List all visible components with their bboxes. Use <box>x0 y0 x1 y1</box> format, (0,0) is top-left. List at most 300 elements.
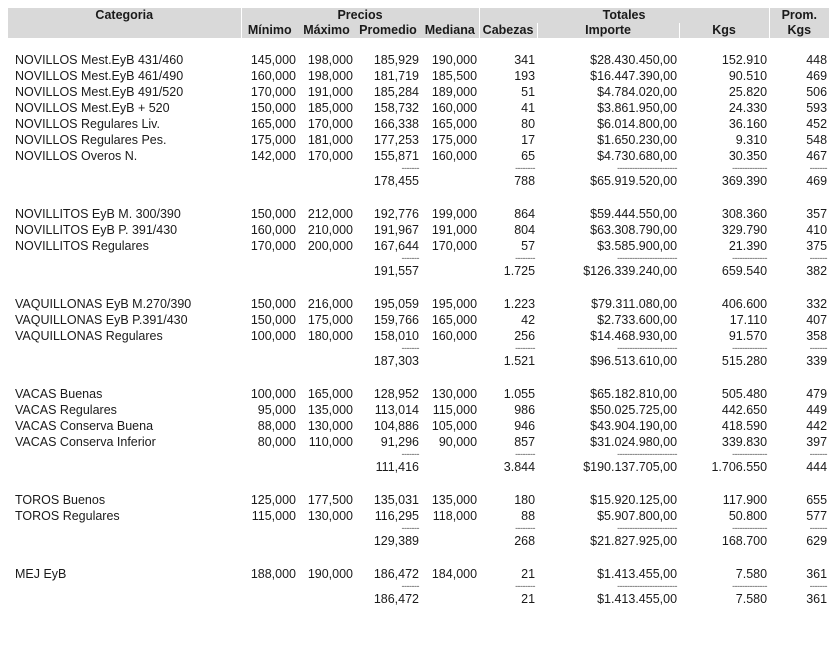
dash-prom: ------- <box>809 344 828 353</box>
dash-importe: ------------------------ <box>617 164 678 173</box>
row-kgs: 117.900 <box>722 493 768 507</box>
row-cabezas: 21 <box>521 567 536 581</box>
subtotal-separator <box>8 450 829 459</box>
dash-prom: ------- <box>809 524 828 533</box>
subtotal-row <box>8 173 829 189</box>
row-importe: $43.904.190,00 <box>590 419 678 433</box>
row-maximo: 130,000 <box>307 509 353 523</box>
total-cabezas: 1.725 <box>503 264 536 278</box>
row-maximo: 185,000 <box>307 101 353 115</box>
row-prom-kgs: 449 <box>806 403 828 417</box>
row-importe: $3.585.900,00 <box>597 239 678 253</box>
total-promedio: 187,303 <box>373 354 419 368</box>
row-cabezas: 1.223 <box>503 297 536 311</box>
blank <box>241 582 298 591</box>
row-mediana: 115,000 <box>432 403 478 417</box>
row-prom-kgs: 358 <box>806 329 828 343</box>
row-cabezas: 1.055 <box>503 387 536 401</box>
row-kgs: 25.820 <box>728 85 768 99</box>
total-promedio: 129,389 <box>373 534 419 548</box>
row-kgs: 329.790 <box>721 223 768 237</box>
row-cabezas: 986 <box>514 403 536 417</box>
spacer-row <box>8 369 829 386</box>
row-importe: $59.444.550,00 <box>590 207 678 221</box>
dash-prom: ------- <box>809 582 828 591</box>
total-kgs: 659.540 <box>721 264 768 278</box>
row-minimo: 88,000 <box>257 419 296 433</box>
total-prom-kgs: 339 <box>806 354 828 368</box>
row-promedio: 177,253 <box>373 133 419 147</box>
subtotal-row <box>8 263 829 279</box>
blank <box>421 344 479 353</box>
subtotal-separator <box>8 582 829 591</box>
row-categoria: VAQUILLONAS EyB M.270/390 <box>15 297 192 311</box>
table-row <box>8 206 829 222</box>
dash-cabezas: -------- <box>515 524 536 533</box>
row-minimo: 188,000 <box>250 567 296 581</box>
row-maximo: 165,000 <box>307 387 353 401</box>
header-maximo: Máximo <box>298 23 355 38</box>
row-categoria: NOVILLITOS Regulares <box>15 239 149 253</box>
row-mediana: 189,000 <box>431 85 478 99</box>
dash-prom: ------- <box>809 450 828 459</box>
blank <box>298 524 355 533</box>
row-categoria: TOROS Regulares <box>15 509 120 523</box>
blank <box>421 263 479 279</box>
blank <box>8 164 241 173</box>
row-promedio: 185,284 <box>373 85 419 99</box>
dash-cabezas: -------- <box>515 582 536 591</box>
row-prom-kgs: 397 <box>806 435 828 449</box>
row-importe: $4.730.680,00 <box>597 149 678 163</box>
total-promedio: 111,416 <box>375 460 419 474</box>
row-mediana: 191,000 <box>431 223 478 237</box>
row-kgs: 17.110 <box>729 313 768 327</box>
blank <box>8 353 241 369</box>
table-row <box>8 418 829 434</box>
row-promedio: 135,031 <box>373 493 419 507</box>
blank <box>298 164 355 173</box>
total-importe: $21.827.925,00 <box>590 534 678 548</box>
table-row <box>8 116 829 132</box>
row-kgs: 9.310 <box>735 133 768 147</box>
row-prom-kgs: 452 <box>806 117 828 131</box>
row-kgs: 339.830 <box>721 435 768 449</box>
blank <box>241 459 298 475</box>
row-cabezas: 65 <box>521 149 536 163</box>
row-minimo: 150,000 <box>250 313 296 327</box>
row-kgs: 505.480 <box>721 387 768 401</box>
row-mediana: 175,000 <box>431 133 478 147</box>
row-minimo: 170,000 <box>250 85 296 99</box>
row-prom-kgs: 479 <box>806 387 828 401</box>
row-prom-kgs: 467 <box>806 149 828 163</box>
row-maximo: 170,000 <box>307 149 353 163</box>
row-mediana: 165,000 <box>431 117 478 131</box>
row-maximo: 180,000 <box>307 329 353 343</box>
row-categoria: TOROS Buenos <box>15 493 106 507</box>
row-promedio: 181,719 <box>373 69 419 83</box>
row-promedio: 158,010 <box>373 329 419 343</box>
row-categoria: NOVILLITOS EyB M. 300/390 <box>15 207 181 221</box>
row-kgs: 152.910 <box>721 53 768 67</box>
blank <box>298 344 355 353</box>
dash-kgs: -------------- <box>732 254 768 263</box>
total-cabezas: 3.844 <box>503 460 536 474</box>
dash-kgs: -------------- <box>732 524 768 533</box>
table-row <box>8 52 829 68</box>
row-kgs: 21.390 <box>728 239 768 253</box>
row-promedio: 167,644 <box>373 239 419 253</box>
dash-importe: ------------------------ <box>617 524 678 533</box>
total-kgs: 168.700 <box>721 534 768 548</box>
dash-kgs: -------------- <box>732 582 768 591</box>
blank <box>421 353 479 369</box>
row-minimo: 100,000 <box>250 329 296 343</box>
row-maximo: 190,000 <box>307 567 353 581</box>
row-categoria: VAQUILLONAS Regulares <box>15 329 163 343</box>
row-categoria: NOVILLOS Regulares Liv. <box>15 117 160 131</box>
row-promedio: 128,952 <box>373 387 419 401</box>
row-importe: $16.447.390,00 <box>590 69 678 83</box>
table-body <box>8 38 829 607</box>
row-importe: $31.024.980,00 <box>590 435 678 449</box>
row-prom-kgs: 332 <box>806 297 828 311</box>
row-kgs: 418.590 <box>721 419 768 433</box>
row-importe: $65.182.810,00 <box>590 387 678 401</box>
blank <box>8 173 241 189</box>
row-importe: $3.861.950,00 <box>597 101 678 115</box>
total-prom-kgs: 382 <box>806 264 828 278</box>
row-mediana: 185,500 <box>431 69 478 83</box>
spacer-row <box>8 189 829 206</box>
row-cabezas: 857 <box>514 435 536 449</box>
row-promedio: 192,776 <box>373 207 419 221</box>
row-prom-kgs: 469 <box>806 69 828 83</box>
blank <box>421 582 479 591</box>
row-promedio: 91,296 <box>380 435 419 449</box>
spacer <box>8 369 829 386</box>
row-minimo: 150,000 <box>250 207 296 221</box>
total-kgs: 1.706.550 <box>711 460 768 474</box>
blank <box>8 459 241 475</box>
total-promedio: 191,557 <box>373 264 419 278</box>
row-cabezas: 57 <box>521 239 536 253</box>
table-row <box>8 508 829 524</box>
total-cabezas: 268 <box>514 534 536 548</box>
row-categoria: NOVILLOS Mest.EyB 461/490 <box>15 69 184 83</box>
row-minimo: 150,000 <box>250 297 296 311</box>
row-minimo: 145,000 <box>250 53 296 67</box>
row-categoria: VAQUILLONAS EyB P.391/430 <box>15 313 188 327</box>
dash-kgs: -------------- <box>732 450 768 459</box>
row-cabezas: 88 <box>521 509 536 523</box>
dash-kgs: -------------- <box>732 344 768 353</box>
row-promedio: 116,295 <box>374 509 419 523</box>
blank <box>421 459 479 475</box>
row-mediana: 170,000 <box>431 239 478 253</box>
row-promedio: 158,732 <box>373 101 419 115</box>
row-prom-kgs: 548 <box>806 133 828 147</box>
row-mediana: 135,000 <box>431 493 478 507</box>
blank <box>298 263 355 279</box>
subtotal-separator <box>8 164 829 173</box>
spacer <box>8 279 829 296</box>
dash-cabezas: -------- <box>515 344 536 353</box>
row-categoria: NOVILLOS Overos N. <box>15 149 138 163</box>
table-row <box>8 566 829 582</box>
table-row <box>8 84 829 100</box>
blank <box>241 353 298 369</box>
blank <box>421 254 479 263</box>
dash-importe: ------------------------ <box>617 450 678 459</box>
row-categoria: MEJ EyB <box>15 567 67 581</box>
row-categoria: NOVILLOS Regulares Pes. <box>15 133 167 147</box>
row-importe: $79.311.080,00 <box>591 297 678 311</box>
row-categoria: VACAS Conserva Buena <box>15 419 154 433</box>
row-maximo: 198,000 <box>307 69 353 83</box>
row-prom-kgs: 506 <box>806 85 828 99</box>
total-promedio: 178,455 <box>373 174 419 188</box>
blank <box>8 254 241 263</box>
subtotal-separator <box>8 254 829 263</box>
row-prom-kgs: 407 <box>806 313 828 327</box>
table-row <box>8 386 829 402</box>
row-promedio: 104,886 <box>373 419 419 433</box>
table-row <box>8 492 829 508</box>
blank <box>8 263 241 279</box>
row-kgs: 7.580 <box>735 567 768 581</box>
total-prom-kgs: 469 <box>806 174 828 188</box>
dash-promedio: ------- <box>401 582 419 591</box>
header-cabezas: Cabezas <box>479 23 537 38</box>
row-importe: $2.733.600,00 <box>597 313 678 327</box>
row-cabezas: 804 <box>514 223 536 237</box>
subtotal-row <box>8 353 829 369</box>
dash-kgs: -------------- <box>732 164 768 173</box>
header-prom-kgs: Kgs <box>769 23 829 38</box>
row-mediana: 199,000 <box>431 207 478 221</box>
header-mediana: Mediana <box>421 23 479 38</box>
row-mediana: 90,000 <box>438 435 478 449</box>
row-minimo: 160,000 <box>250 69 296 83</box>
row-mediana: 160,000 <box>431 149 478 163</box>
blank <box>8 524 241 533</box>
dash-prom: ------- <box>809 164 828 173</box>
row-promedio: 113,014 <box>374 403 419 417</box>
total-importe: $65.919.520,00 <box>590 174 678 188</box>
blank <box>298 582 355 591</box>
row-minimo: 142,000 <box>250 149 296 163</box>
row-minimo: 165,000 <box>250 117 296 131</box>
row-importe: $1.650.230,00 <box>597 133 678 147</box>
table-row <box>8 312 829 328</box>
blank <box>8 533 241 549</box>
subtotal-separator <box>8 524 829 533</box>
blank <box>8 344 241 353</box>
table-row <box>8 238 829 254</box>
row-kgs: 30.350 <box>728 149 768 163</box>
row-cabezas: 946 <box>514 419 536 433</box>
row-minimo: 160,000 <box>250 223 296 237</box>
dash-importe: ------------------------ <box>617 582 678 591</box>
row-minimo: 150,000 <box>250 101 296 115</box>
table-row <box>8 148 829 164</box>
dash-cabezas: -------- <box>515 450 536 459</box>
spacer-row <box>8 475 829 492</box>
row-cabezas: 180 <box>514 493 536 507</box>
spacer-row <box>8 279 829 296</box>
row-importe: $4.784.020,00 <box>597 85 678 99</box>
row-importe: $50.025.725,00 <box>590 403 678 417</box>
total-importe: $1.413.455,00 <box>597 592 678 606</box>
row-minimo: 95,000 <box>257 403 296 417</box>
row-promedio: 191,967 <box>373 223 419 237</box>
header-categoria: Categoria <box>8 8 241 23</box>
prices-table <box>8 8 829 607</box>
row-importe: $1.413.455,00 <box>597 567 678 581</box>
row-maximo: 177,500 <box>307 493 353 507</box>
row-cabezas: 41 <box>521 101 536 115</box>
row-minimo: 175,000 <box>250 133 296 147</box>
table-row <box>8 296 829 312</box>
row-mediana: 105,000 <box>431 419 478 433</box>
row-importe: $14.468.930,00 <box>590 329 678 343</box>
total-cabezas: 788 <box>514 174 536 188</box>
total-prom-kgs: 444 <box>806 460 828 474</box>
row-cabezas: 864 <box>514 207 536 221</box>
dash-importe: ------------------------ <box>617 344 678 353</box>
table-row <box>8 328 829 344</box>
row-importe: $15.920.125,00 <box>590 493 678 507</box>
blank <box>298 173 355 189</box>
dash-cabezas: -------- <box>515 164 536 173</box>
total-importe: $96.513.610,00 <box>590 354 678 368</box>
blank <box>421 591 479 607</box>
row-kgs: 50.800 <box>728 509 768 523</box>
total-kgs: 369.390 <box>721 174 768 188</box>
spacer <box>8 549 829 566</box>
row-maximo: 181,000 <box>307 133 353 147</box>
spacer-row <box>8 38 829 52</box>
row-prom-kgs: 361 <box>806 567 828 581</box>
total-cabezas: 21 <box>521 592 536 606</box>
blank <box>241 591 298 607</box>
header-totales: Totales <box>479 8 769 23</box>
blank <box>8 582 241 591</box>
row-maximo: 191,000 <box>307 85 353 99</box>
blank <box>421 164 479 173</box>
row-maximo: 130,000 <box>307 419 353 433</box>
row-categoria: VACAS Conserva Inferior <box>15 435 156 449</box>
blank <box>241 254 298 263</box>
blank <box>421 524 479 533</box>
header-importe: Importe <box>537 23 679 38</box>
row-prom-kgs: 593 <box>806 101 828 115</box>
row-maximo: 216,000 <box>307 297 353 311</box>
table-row <box>8 132 829 148</box>
row-kgs: 406.600 <box>721 297 768 311</box>
blank <box>298 533 355 549</box>
total-kgs: 7.580 <box>735 592 768 606</box>
header-precios: Precios <box>241 8 479 23</box>
row-maximo: 110,000 <box>308 435 353 449</box>
blank <box>241 533 298 549</box>
row-mediana: 195,000 <box>431 297 478 311</box>
dash-promedio: ------- <box>401 164 419 173</box>
row-cabezas: 341 <box>514 53 536 67</box>
blank <box>298 591 355 607</box>
row-categoria: NOVILLOS Mest.EyB 431/460 <box>15 53 184 67</box>
table-row <box>8 68 829 84</box>
row-promedio: 155,871 <box>373 149 419 163</box>
row-minimo: 125,000 <box>250 493 296 507</box>
row-categoria: NOVILLOS Mest.EyB + 520 <box>15 101 170 115</box>
row-maximo: 175,000 <box>307 313 353 327</box>
table-row <box>8 100 829 116</box>
blank <box>241 524 298 533</box>
row-promedio: 185,929 <box>373 53 419 67</box>
subtotal-separator <box>8 344 829 353</box>
row-cabezas: 256 <box>514 329 536 343</box>
row-categoria: VACAS Buenas <box>15 387 103 401</box>
subtotal-row <box>8 591 829 607</box>
row-promedio: 186,472 <box>373 567 419 581</box>
total-cabezas: 1.521 <box>503 354 536 368</box>
blank <box>241 164 298 173</box>
blank <box>421 173 479 189</box>
row-categoria: NOVILLOS Mest.EyB 491/520 <box>15 85 184 99</box>
blank <box>298 353 355 369</box>
row-promedio: 195,059 <box>373 297 419 311</box>
row-maximo: 170,000 <box>307 117 353 131</box>
row-prom-kgs: 410 <box>806 223 828 237</box>
row-kgs: 24.330 <box>728 101 768 115</box>
dash-promedio: ------- <box>401 524 419 533</box>
row-cabezas: 42 <box>521 313 536 327</box>
market-report <box>8 8 829 607</box>
table-row <box>8 222 829 238</box>
row-categoria: VACAS Regulares <box>15 403 117 417</box>
spacer <box>8 475 829 492</box>
table-header <box>8 8 829 38</box>
header-minimo: Mínimo <box>241 23 298 38</box>
dash-cabezas: -------- <box>515 254 536 263</box>
blank <box>421 533 479 549</box>
total-promedio: 186,472 <box>373 592 419 606</box>
row-mediana: 160,000 <box>431 101 478 115</box>
blank <box>8 450 241 459</box>
row-maximo: 212,000 <box>307 207 353 221</box>
row-mediana: 165,000 <box>431 313 478 327</box>
blank <box>298 450 355 459</box>
row-prom-kgs: 375 <box>806 239 828 253</box>
table-row <box>8 434 829 450</box>
row-importe: $28.430.450,00 <box>590 53 678 67</box>
row-prom-kgs: 577 <box>806 509 828 523</box>
row-maximo: 200,000 <box>307 239 353 253</box>
row-cabezas: 193 <box>514 69 536 83</box>
total-importe: $190.137.705,00 <box>583 460 678 474</box>
blank <box>241 450 298 459</box>
header-promedio: Promedio <box>355 23 421 38</box>
row-prom-kgs: 448 <box>806 53 828 67</box>
blank <box>298 254 355 263</box>
blank <box>421 450 479 459</box>
blank <box>8 591 241 607</box>
row-maximo: 210,000 <box>307 223 353 237</box>
row-kgs: 90.510 <box>728 69 768 83</box>
